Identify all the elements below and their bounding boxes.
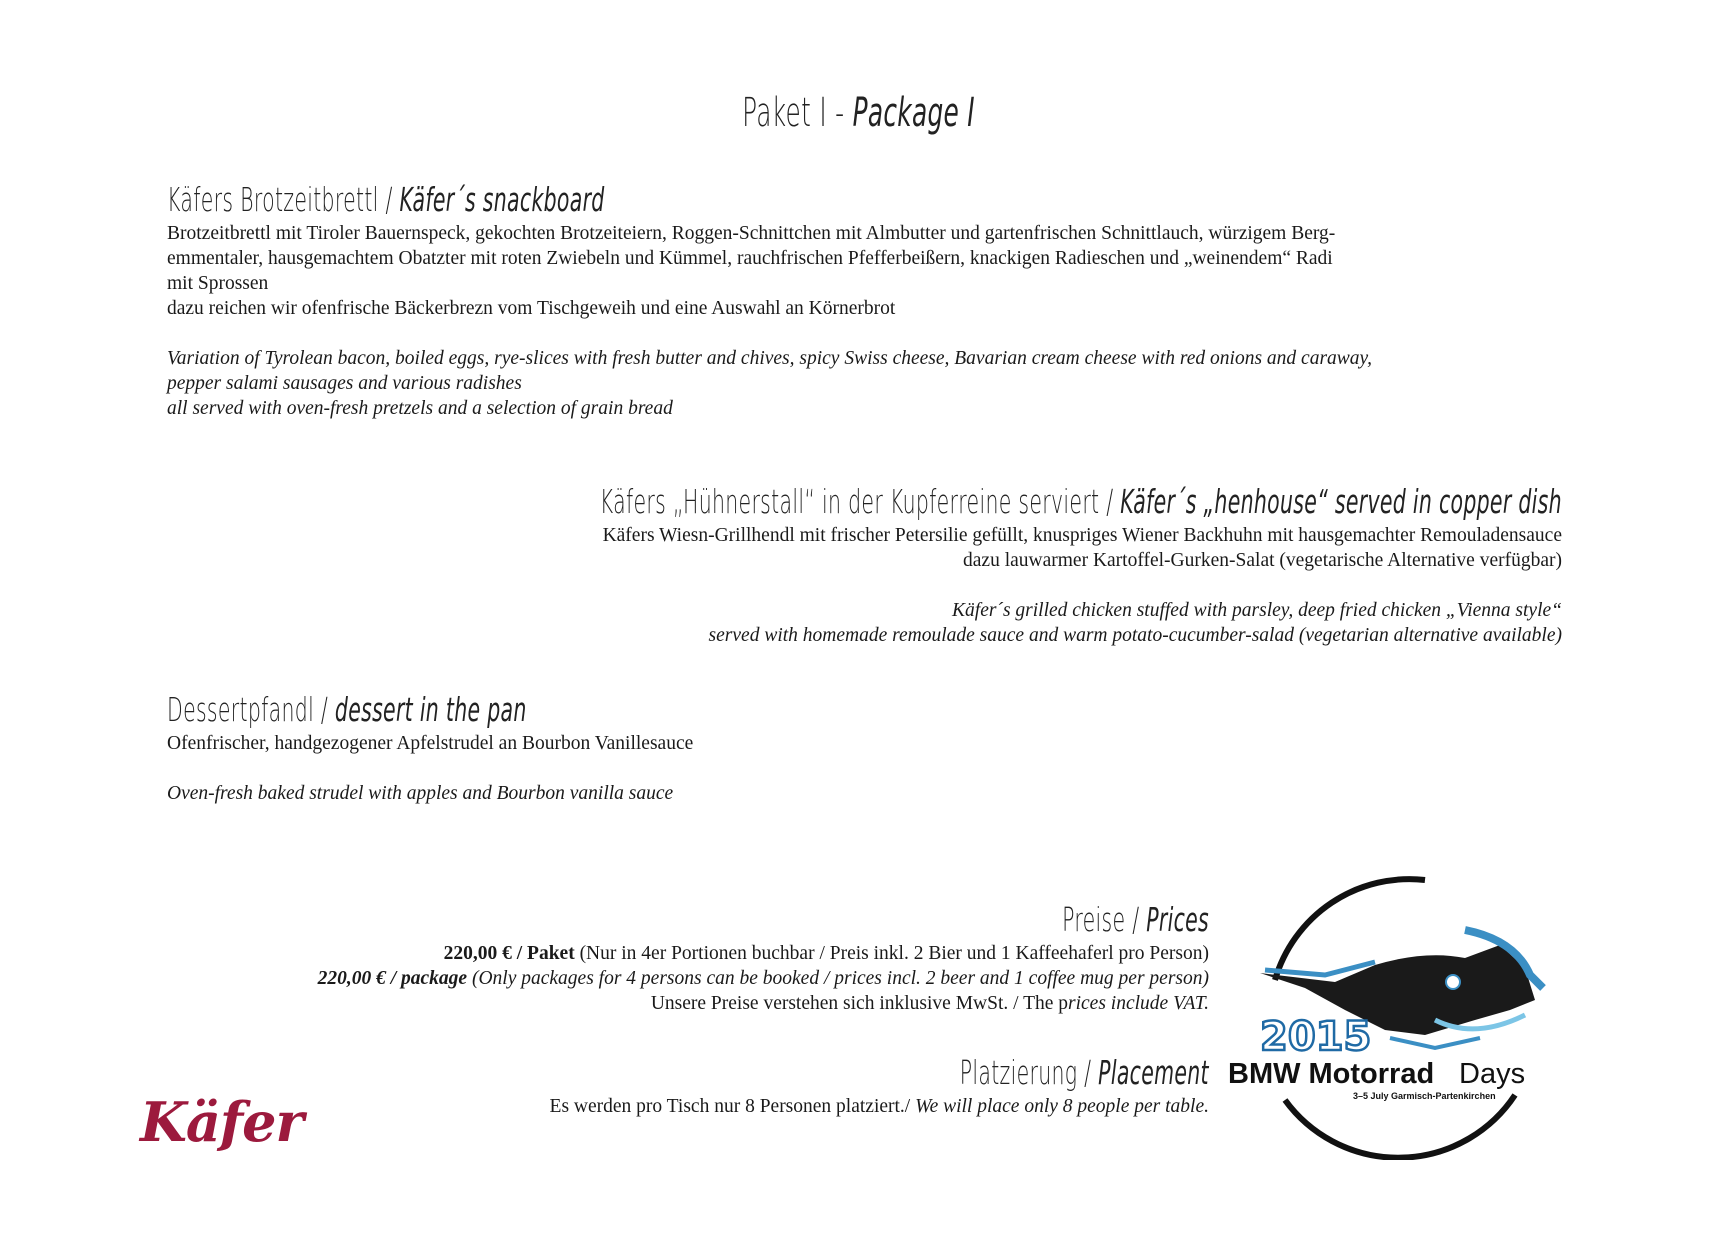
snackboard-de-line: Brotzeitbrettl mit Tiroler Bauernspeck, gekochten Brotzeiteiern, Roggen-Schnittchen mit Almbutter und gartenfrischen Schnittlauch, würzigem Berg-: [167, 223, 1336, 244]
henhouse-en-line: Käfer´s grilled chicken stuffed with parsley, deep fried chicken „Vienna style“: [952, 600, 1562, 621]
logo-arc-bottom: [1285, 1095, 1515, 1158]
snackboard-heading-de: Käfers Brotzeitbrettl /: [167, 180, 400, 219]
placement-text-de: Es werden pro Tisch nur 8 Personen platziert./: [549, 1096, 916, 1117]
placement-heading-en: Placement: [1098, 1053, 1209, 1092]
henhouse-heading-en: Käfer´s „henhouse“ served in copper dish: [1120, 482, 1562, 521]
snackboard-description: [167, 221, 1567, 421]
logo-subtitle: 3–5 July Garmisch-Partenkirchen: [1353, 1091, 1496, 1101]
price-line-de: [109, 941, 1209, 966]
henhouse-de-line: Käfers Wiesn-Grillhendl mit frischer Petersilie gefüllt, knuspriges Wiener Backhuhn mit hausgemachter Remouladensauce: [602, 525, 1562, 546]
snackboard-de-line: mit Sprossen: [167, 273, 269, 294]
logo-year: 2015: [1260, 1014, 1372, 1060]
price-value-en: 220,00 € / package: [317, 968, 468, 989]
placement-heading: [960, 1053, 1209, 1092]
henhouse-heading-de: Käfers „Hühnerstall“ in der Kupferreine serviert /: [599, 482, 1121, 521]
prices-heading: [1062, 900, 1209, 939]
dessert-heading: [167, 690, 527, 729]
price-note-de: (Nur in 4er Portionen buchbar / Preis inkl. 2 Bier und 1 Kaffeehaferl pro Person): [574, 943, 1209, 964]
vat-note-en: rices include VAT.: [1068, 993, 1209, 1014]
snackboard-en-line: all served with oven-fresh pretzels and a selection of grain bread: [167, 398, 673, 419]
bmw-motorrad-days-logo: [1225, 870, 1570, 1160]
prices-details: [109, 941, 1209, 1016]
henhouse-heading: [600, 482, 1562, 521]
motorcycle-accent-3: [1390, 1038, 1480, 1048]
price-value-de: 220,00 € / Paket: [443, 943, 575, 964]
dessert-description: [167, 731, 1067, 806]
dessert-de-line: Ofenfrischer, handgezogener Apfelstrudel an Bourbon Vanillesauce: [167, 733, 694, 754]
logo-days: Days: [1459, 1058, 1526, 1090]
price-note-en: (Only packages for 4 persons can be booked / prices incl. 2 beer and 1 coffee mug per person): [467, 968, 1209, 989]
placement-note: [209, 1094, 1209, 1119]
vat-note-de: Unsere Preise verstehen sich inklusive MwSt. / The p: [650, 993, 1069, 1014]
placement-heading-de: Platzierung /: [959, 1053, 1099, 1092]
prices-heading-en: Prices: [1146, 900, 1209, 939]
henhouse-description: [462, 523, 1562, 648]
page-title-main: Paket I -: [742, 90, 853, 136]
bmw-roundel-icon: [1446, 975, 1460, 989]
snackboard-heading: [167, 180, 605, 219]
snackboard-de-line: dazu reichen wir ofenfrische Bäckerbrezn vom Tischgeweih und eine Auswahl an Körnerbrot: [167, 298, 896, 319]
dessert-heading-de: Dessertpfandl /: [167, 690, 335, 729]
henhouse-de-line: dazu lauwarmer Kartoffel-Gurken-Salat (vegetarische Alternative verfügbar): [963, 550, 1562, 571]
henhouse-en-line: served with homemade remoulade sauce and warm potato-cucumber-salad (vegetarian alternative available): [708, 625, 1562, 646]
dessert-en-line: Oven-fresh baked strudel with apples and Bourbon vanilla sauce: [167, 783, 674, 804]
page-title: [326, 90, 1391, 136]
snackboard-de-line: emmentaler, hausgemachtem Obatzter mit roten Zwiebeln und Kümmel, rauchfrischen Pfefferbeißern, knackigen Radieschen und „weinendem“ Radi: [167, 248, 1333, 269]
prices-heading-de: Preise /: [1062, 900, 1147, 939]
placement-text-en: We will place only 8 people per table.: [915, 1096, 1209, 1117]
price-line-en: [109, 966, 1209, 991]
snackboard-heading-en: Käfer´s snackboard: [399, 180, 605, 219]
dessert-heading-en: dessert in the pan: [334, 690, 527, 729]
kafer-logo: Käfer: [140, 1090, 303, 1154]
snackboard-en-line: Variation of Tyrolean bacon, boiled eggs, rye-slices with fresh butter and chives, spicy Swiss cheese, Bavarian cream cheese with red onions and caraway,: [167, 348, 1373, 369]
placement-line: [209, 1094, 1209, 1119]
page-title-italic: Package I: [852, 90, 975, 136]
snackboard-en-line: pepper salami sausages and various radishes: [167, 373, 522, 394]
vat-note: [109, 991, 1209, 1016]
logo-name: BMW Motorrad: [1228, 1058, 1435, 1090]
